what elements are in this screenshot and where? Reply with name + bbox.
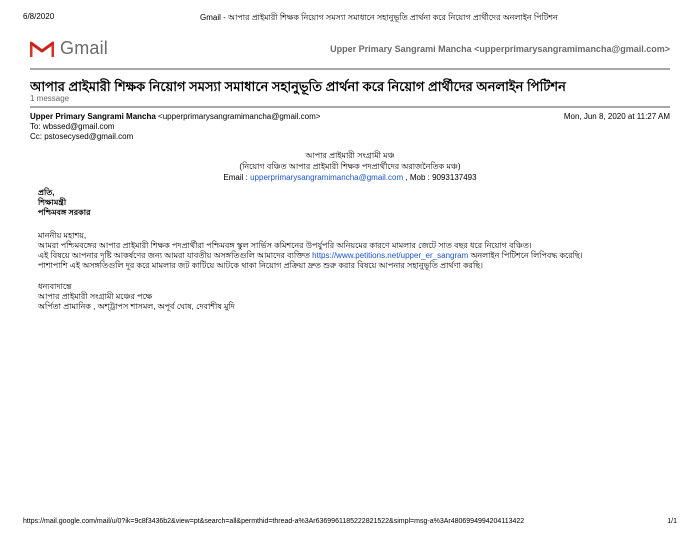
header-divider [30, 68, 670, 70]
signature-line-2: অর্পিতা প্রামানিক , অশ্ট্রাপস শাসমল, অপূর্ব ঘোষ, দেবাশীষ মুদি [38, 302, 235, 311]
letterhead-contact [30, 172, 670, 183]
subject-divider [30, 106, 670, 108]
thanks-line: ধন্যবাদান্তে [38, 282, 72, 291]
print-title: Gmail - আপার প্রাইমারী শিক্ষক নিয়োগ সমস্যা সমাধানে সহানুভূতি প্রার্থনা করে নিয়োগ প্রার্থীদের অনলাইন পিটিশন [200, 13, 558, 22]
email-label: Email : [223, 173, 251, 182]
letterhead [30, 150, 670, 183]
paragraph-2 [38, 251, 668, 261]
print-header [0, 0, 700, 26]
gmail-logo-text: Gmail [60, 38, 109, 58]
address-line-2: শিক্ষামন্ত্রী [38, 198, 67, 207]
letter-body [38, 231, 668, 271]
petition-link[interactable]: https://www.petitions.net/upper_er_sangram [312, 251, 469, 260]
footer-page-number: 1/1 [667, 518, 677, 525]
paragraph-2-text-a: এই বিষয়ে আপনার দৃষ্টি আকর্ষণের জন্য আমরা যাবতীয় অসঙ্গতিগুলি আমাদের ব্যক্তিত [38, 251, 313, 260]
letterhead-subtitle: (নিয়োগ বঞ্চিত আপার প্রাইমারী শিক্ষক পদপ্রার্থীদের অরাজনৈতিক মঞ্চ) [239, 162, 461, 171]
email-subject: আপার প্রাইমারী শিক্ষক নিয়োগ সমস্যা সমাধানে সহানুভূতি প্রার্থনা করে নিয়োগ প্রার্থীদের অনলাইন পিটিশন [30, 79, 566, 94]
print-date: 6/8/2020 [23, 12, 55, 21]
gmail-logo[interactable] [30, 38, 108, 59]
signoff-block [38, 282, 668, 312]
sender-name: Upper Primary Sangrami Mancha [30, 112, 156, 121]
to-line: To: wbssed@gmail.com [30, 122, 115, 131]
address-block [38, 188, 668, 218]
footer-url: https://mail.google.com/mail/u/0?ik=9c8f3436b2&view=pt&search=all&permthid=thread-a%3Ar6369961185222821522&simpl=msg-a%3Ar4806994994204113422 [23, 518, 525, 525]
letterhead-org: আপার প্রাইমারী সংগ্রামী মঞ্চ [305, 151, 395, 160]
address-line-1: প্রতি, [38, 188, 55, 197]
letterhead-email-link[interactable]: upperprimarysangramimancha@gmail.com [250, 173, 404, 182]
account-label: Upper Primary Sangrami Mancha <upperprimarysangramimancha@gmail.com> [330, 44, 670, 54]
salutation: মাননীয় মহাশয়, [38, 231, 87, 240]
sender-line [30, 112, 670, 122]
mobile-number: , Mob : 9093137493 [403, 173, 477, 182]
gmail-m-icon [30, 40, 54, 58]
sender-block [30, 112, 670, 142]
paragraph-3: পাশাপাশি এই অসঙ্গতিগুলি দূর করে মামলার জট কাটিয়ে আটকে থাকা নিয়োগ প্রক্রিয়া দ্রুত শুরু করার বিষয়ে আপনার সহানুভূতি প্রার্থণা করছি। [38, 261, 483, 270]
message-count: 1 message [30, 94, 70, 103]
message-date: Mon, Jun 8, 2020 at 11:27 AM [563, 112, 670, 121]
sender-email: <upperprimarysangramimancha@gmail.com> [155, 112, 321, 121]
paragraph-1: আমরা পশ্চিমবঙ্গের আপার প্রাইমারী শিক্ষক পদপ্রার্থীরা পশ্চিমবঙ্গ স্কুল সার্ভিস কমিশনের উপর্যুপরি অনিয়মের কারণে মামলার জেটে সাত বছর ধরে নিয়োগ বঞ্চিত। [38, 241, 532, 250]
cc-line: Cc: pstosecysed@gmail.com [30, 132, 134, 141]
address-line-3: পশ্চিমবঙ্গ সরকার [38, 208, 91, 217]
signature-line-1: আপার প্রাইমারী সংগ্রামী মঞ্চের পক্ষে [38, 292, 153, 301]
paragraph-2-text-b: অনলাইন পিটিশনে লিপিবদ্ধ করেছি। [468, 251, 583, 260]
gmail-bar [0, 34, 700, 64]
print-footer [0, 516, 700, 530]
